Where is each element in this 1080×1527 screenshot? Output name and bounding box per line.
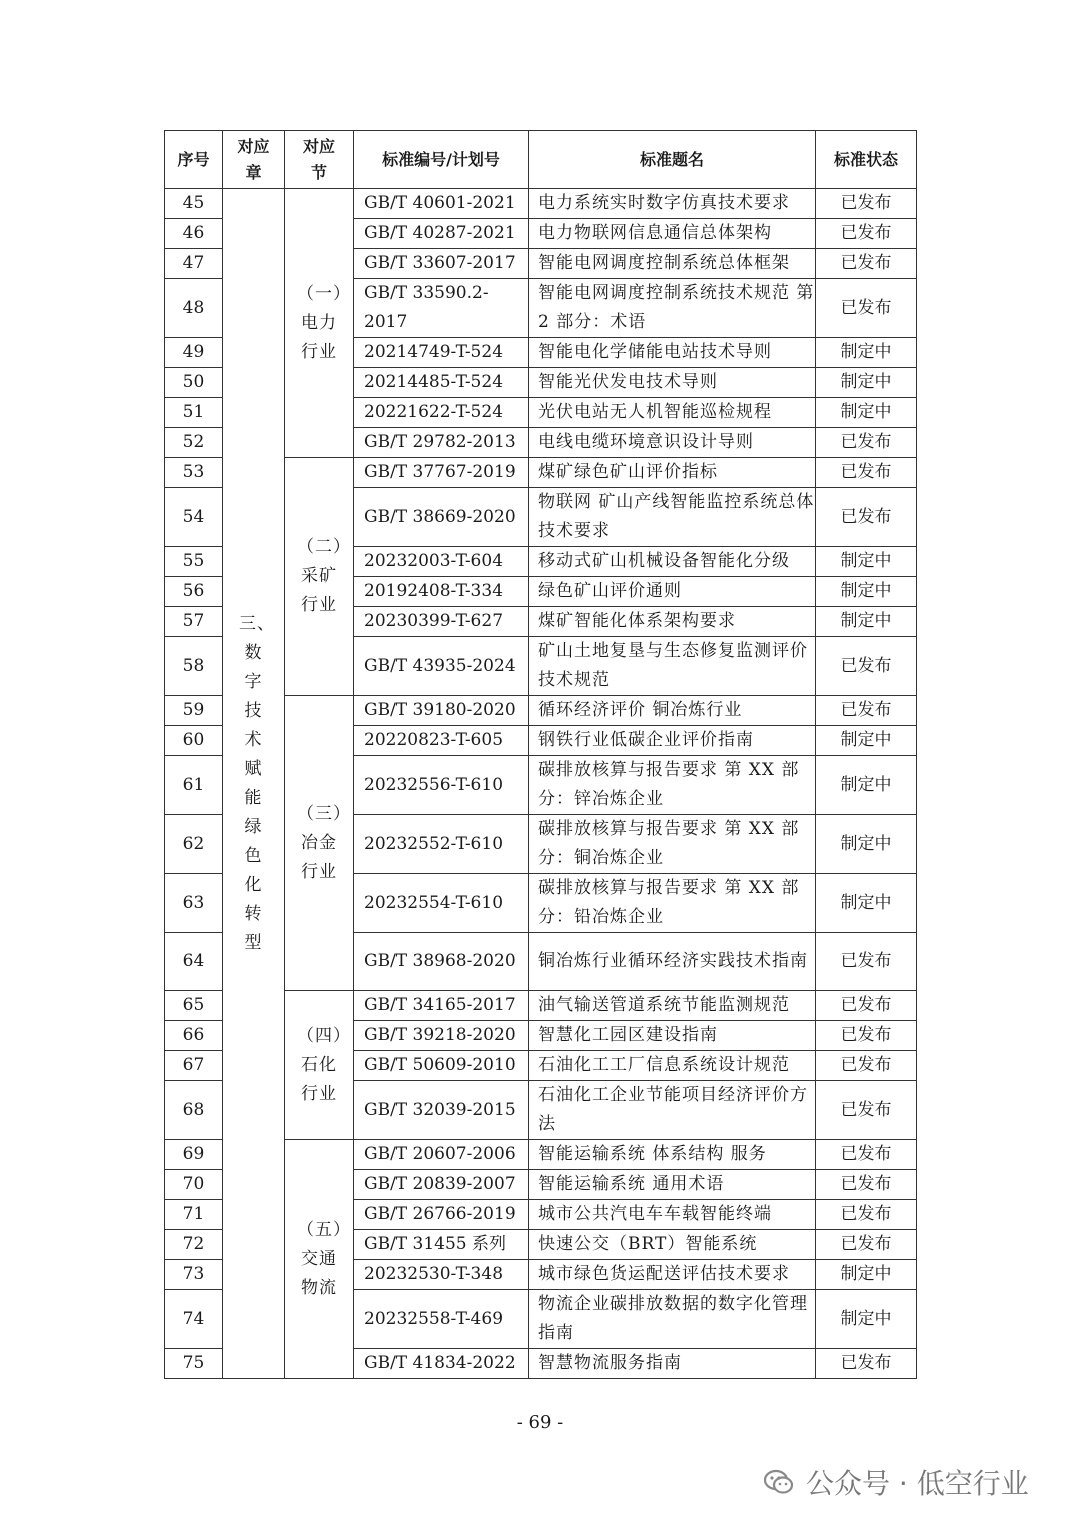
status-cell: 已发布 xyxy=(816,933,917,991)
name-cell: 智能电网调度控制系统技术规范 第 2 部分：术语 xyxy=(529,279,816,338)
code-cell: GB/T 50609-2010 xyxy=(354,1051,529,1081)
status-cell: 制定中 xyxy=(816,874,917,933)
code-cell: GB/T 39218-2020 xyxy=(354,1021,529,1051)
name-cell: 碳排放核算与报告要求 第 XX 部分：铅冶炼企业 xyxy=(529,874,816,933)
seq-cell: 69 xyxy=(165,1140,223,1170)
code-cell: 20232556-T-610 xyxy=(354,756,529,815)
table-body xyxy=(165,189,917,1379)
name-cell: 煤矿智能化体系架构要求 xyxy=(529,607,816,637)
page-number: - 69 - xyxy=(516,1412,564,1433)
name-cell: 智能运输系统 体系结构 服务 xyxy=(529,1140,816,1170)
status-cell: 已发布 xyxy=(816,637,917,696)
section-cell: （五）交通物流 xyxy=(285,1140,354,1379)
status-cell: 已发布 xyxy=(816,189,917,219)
status-cell: 已发布 xyxy=(816,1349,917,1379)
status-cell: 已发布 xyxy=(816,1230,917,1260)
code-cell: GB/T 26766-2019 xyxy=(354,1200,529,1230)
watermark xyxy=(762,1462,1029,1502)
code-cell: GB/T 38968-2020 xyxy=(354,933,529,991)
name-cell: 智能运输系统 通用术语 xyxy=(529,1170,816,1200)
name-cell: 电力系统实时数字仿真技术要求 xyxy=(529,189,816,219)
status-cell: 已发布 xyxy=(816,696,917,726)
section-cell: （四）石化行业 xyxy=(285,991,354,1140)
name-cell: 智能电网调度控制系统总体框架 xyxy=(529,249,816,279)
name-cell: 物流企业碳排放数据的数字化管理指南 xyxy=(529,1290,816,1349)
seq-cell: 51 xyxy=(165,398,223,428)
code-cell: GB/T 34165-2017 xyxy=(354,991,529,1021)
seq-cell: 48 xyxy=(165,279,223,338)
status-cell: 已发布 xyxy=(816,991,917,1021)
code-cell: GB/T 37767-2019 xyxy=(354,458,529,488)
name-cell: 移动式矿山机械设备智能化分级 xyxy=(529,547,816,577)
code-cell: 20232554-T-610 xyxy=(354,874,529,933)
name-cell: 智能电化学储能电站技术导则 xyxy=(529,338,816,368)
seq-cell: 73 xyxy=(165,1260,223,1290)
status-cell: 制定中 xyxy=(816,368,917,398)
code-cell: 20230399-T-627 xyxy=(354,607,529,637)
code-cell: 20192408-T-334 xyxy=(354,577,529,607)
seq-cell: 49 xyxy=(165,338,223,368)
seq-cell: 74 xyxy=(165,1290,223,1349)
name-cell: 城市公共汽电车车载智能终端 xyxy=(529,1200,816,1230)
watermark-text: 公众号 · 低空行业 xyxy=(806,1467,1029,1500)
status-cell: 已发布 xyxy=(816,1081,917,1140)
code-cell: 20232530-T-348 xyxy=(354,1260,529,1290)
name-cell: 煤矿绿色矿山评价指标 xyxy=(529,458,816,488)
header-status: 标准状态 xyxy=(816,131,917,189)
seq-cell: 71 xyxy=(165,1200,223,1230)
table-row xyxy=(165,189,917,219)
name-cell: 碳排放核算与报告要求 第 XX 部分：锌冶炼企业 xyxy=(529,756,816,815)
seq-cell: 59 xyxy=(165,696,223,726)
status-cell: 已发布 xyxy=(816,1021,917,1051)
seq-cell: 75 xyxy=(165,1349,223,1379)
section-cell: （一）电力行业 xyxy=(285,189,354,458)
name-cell: 绿色矿山评价通则 xyxy=(529,577,816,607)
code-cell: 20214749-T-524 xyxy=(354,338,529,368)
wechat-icon xyxy=(762,1465,796,1499)
status-cell: 制定中 xyxy=(816,577,917,607)
name-cell: 电力物联网信息通信总体架构 xyxy=(529,219,816,249)
seq-cell: 66 xyxy=(165,1021,223,1051)
status-cell: 已发布 xyxy=(816,488,917,547)
seq-cell: 47 xyxy=(165,249,223,279)
code-cell: GB/T 33607-2017 xyxy=(354,249,529,279)
standards-table xyxy=(164,130,917,1379)
seq-cell: 63 xyxy=(165,874,223,933)
seq-cell: 70 xyxy=(165,1170,223,1200)
name-cell: 油气输送管道系统节能监测规范 xyxy=(529,991,816,1021)
section-cell: （三）冶金行业 xyxy=(285,696,354,991)
code-cell: GB/T 43935-2024 xyxy=(354,637,529,696)
table-header-row xyxy=(165,131,917,189)
status-cell: 制定中 xyxy=(816,726,917,756)
code-cell: GB/T 31455 系列 xyxy=(354,1230,529,1260)
seq-cell: 72 xyxy=(165,1230,223,1260)
seq-cell: 60 xyxy=(165,726,223,756)
seq-cell: 62 xyxy=(165,815,223,874)
seq-cell: 58 xyxy=(165,637,223,696)
name-cell: 矿山土地复垦与生态修复监测评价技术规范 xyxy=(529,637,816,696)
seq-cell: 52 xyxy=(165,428,223,458)
status-cell: 已发布 xyxy=(816,1140,917,1170)
code-cell: 20214485-T-524 xyxy=(354,368,529,398)
name-cell: 智慧化工园区建设指南 xyxy=(529,1021,816,1051)
chapter-cell: 三、数字技术赋能绿色化转型 xyxy=(223,189,285,1379)
seq-cell: 56 xyxy=(165,577,223,607)
seq-cell: 61 xyxy=(165,756,223,815)
code-cell: GB/T 40601-2021 xyxy=(354,189,529,219)
status-cell: 已发布 xyxy=(816,219,917,249)
status-cell: 制定中 xyxy=(816,756,917,815)
code-cell: GB/T 20839-2007 xyxy=(354,1170,529,1200)
name-cell: 城市绿色货运配送评估技术要求 xyxy=(529,1260,816,1290)
header-section: 对应节 xyxy=(285,131,354,189)
seq-cell: 53 xyxy=(165,458,223,488)
code-cell: 20220823-T-605 xyxy=(354,726,529,756)
name-cell: 智能光伏发电技术导则 xyxy=(529,368,816,398)
status-cell: 制定中 xyxy=(816,398,917,428)
status-cell: 制定中 xyxy=(816,607,917,637)
status-cell: 已发布 xyxy=(816,279,917,338)
seq-cell: 64 xyxy=(165,933,223,991)
name-cell: 石油化工企业节能项目经济评价方法 xyxy=(529,1081,816,1140)
code-cell: 20232552-T-610 xyxy=(354,815,529,874)
seq-cell: 46 xyxy=(165,219,223,249)
status-cell: 已发布 xyxy=(816,428,917,458)
code-cell: GB/T 20607-2006 xyxy=(354,1140,529,1170)
name-cell: 循环经济评价 铜冶炼行业 xyxy=(529,696,816,726)
status-cell: 制定中 xyxy=(816,547,917,577)
code-cell: 20232003-T-604 xyxy=(354,547,529,577)
code-cell: GB/T 39180-2020 xyxy=(354,696,529,726)
code-cell: GB/T 32039-2015 xyxy=(354,1081,529,1140)
code-cell: GB/T 40287-2021 xyxy=(354,219,529,249)
name-cell: 铜冶炼行业循环经济实践技术指南 xyxy=(529,933,816,991)
status-cell: 已发布 xyxy=(816,1170,917,1200)
name-cell: 智慧物流服务指南 xyxy=(529,1349,816,1379)
header-chapter: 对应章 xyxy=(223,131,285,189)
code-cell: GB/T 33590.2-2017 xyxy=(354,279,529,338)
status-cell: 制定中 xyxy=(816,1290,917,1349)
name-cell: 钢铁行业低碳企业评价指南 xyxy=(529,726,816,756)
seq-cell: 54 xyxy=(165,488,223,547)
name-cell: 快速公交（BRT）智能系统 xyxy=(529,1230,816,1260)
code-cell: GB/T 41834-2022 xyxy=(354,1349,529,1379)
name-cell: 光伏电站无人机智能巡检规程 xyxy=(529,398,816,428)
status-cell: 已发布 xyxy=(816,458,917,488)
code-cell: GB/T 29782-2013 xyxy=(354,428,529,458)
status-cell: 制定中 xyxy=(816,1260,917,1290)
seq-cell: 67 xyxy=(165,1051,223,1081)
name-cell: 石油化工工厂信息系统设计规范 xyxy=(529,1051,816,1081)
name-cell: 物联网 矿山产线智能监控系统总体技术要求 xyxy=(529,488,816,547)
seq-cell: 55 xyxy=(165,547,223,577)
status-cell: 已发布 xyxy=(816,249,917,279)
seq-cell: 65 xyxy=(165,991,223,1021)
seq-cell: 45 xyxy=(165,189,223,219)
header-code: 标准编号/计划号 xyxy=(354,131,529,189)
name-cell: 电线电缆环境意识设计导则 xyxy=(529,428,816,458)
seq-cell: 50 xyxy=(165,368,223,398)
status-cell: 制定中 xyxy=(816,815,917,874)
status-cell: 已发布 xyxy=(816,1051,917,1081)
seq-cell: 57 xyxy=(165,607,223,637)
code-cell: 20232558-T-469 xyxy=(354,1290,529,1349)
section-cell: （二）采矿行业 xyxy=(285,458,354,696)
status-cell: 已发布 xyxy=(816,1200,917,1230)
status-cell: 制定中 xyxy=(816,338,917,368)
code-cell: 20221622-T-524 xyxy=(354,398,529,428)
seq-cell: 68 xyxy=(165,1081,223,1140)
code-cell: GB/T 38669-2020 xyxy=(354,488,529,547)
header-name: 标准题名 xyxy=(529,131,816,189)
header-seq: 序号 xyxy=(165,131,223,189)
name-cell: 碳排放核算与报告要求 第 XX 部分：铜冶炼企业 xyxy=(529,815,816,874)
